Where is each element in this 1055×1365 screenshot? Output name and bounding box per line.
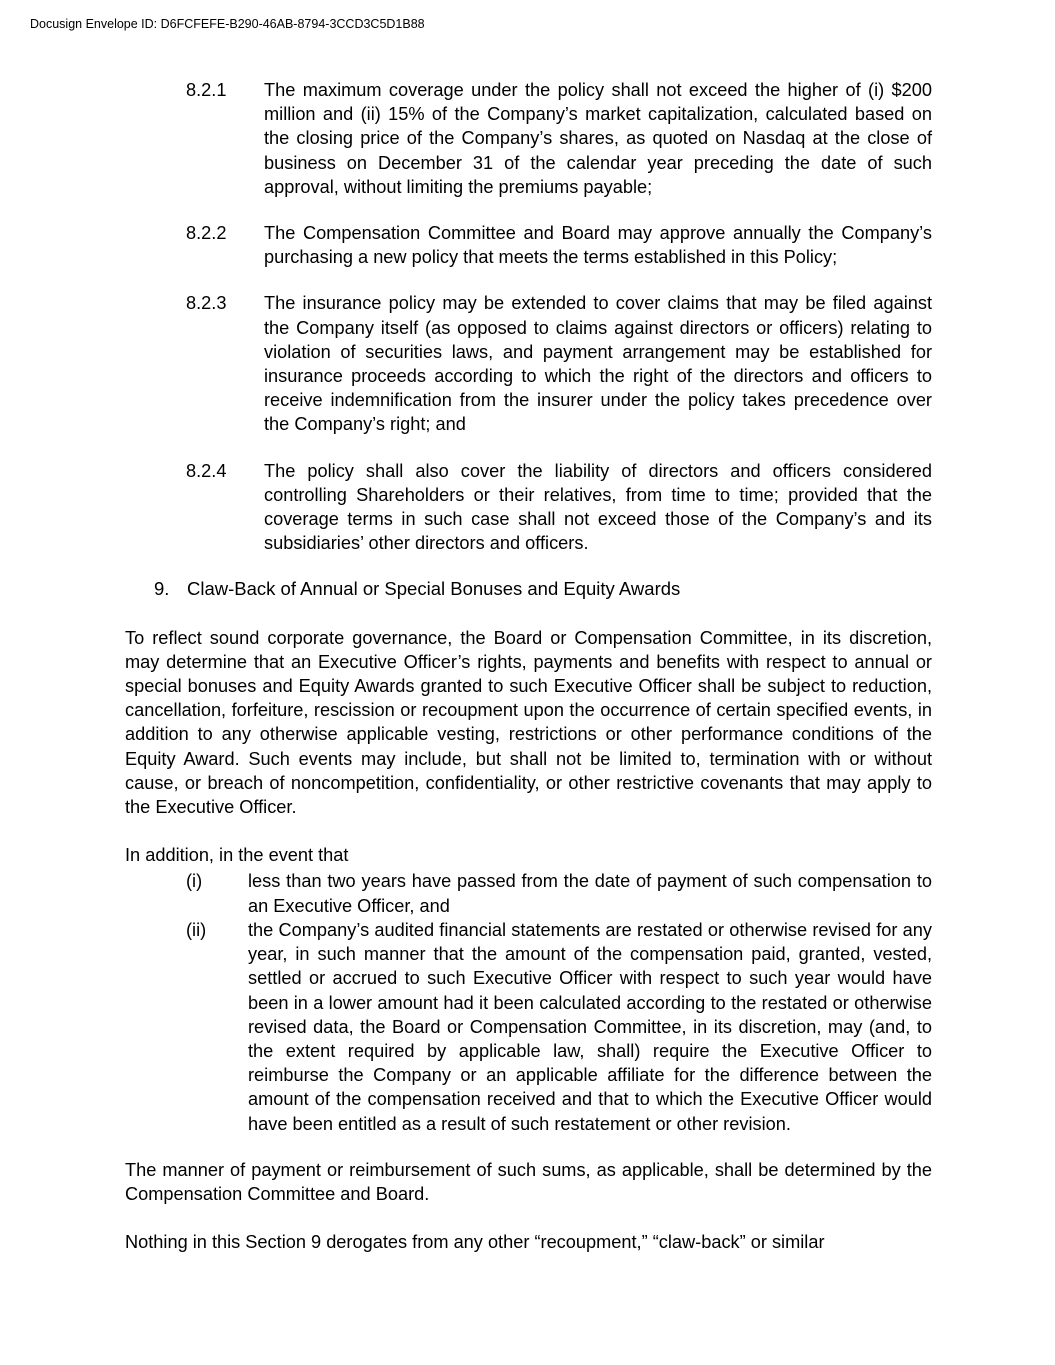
list-item-text: less than two years have passed from the date of payment of such compensation to an Executive Officer, and: [248, 871, 932, 916]
subsection-text: The insurance policy may be extended to cover claims that may be filed against the Company itself (as opposed to claims against directors or officers) relating to violation of securities laws, and payment arrangement may be established for insurance proceeds according to which the right of the directors and officers to receive indemnification from the insurer under the policy takes precedence over the Company’s right; and: [264, 293, 932, 435]
document-body: [125, 78, 932, 1278]
subsection-text: The maximum coverage under the policy shall not exceed the higher of (i) $200 million and (ii) 15% of the Company’s market capitalization, calculated based on the closing price of the Company’s shares, as quoted on Nasdaq at the close of business on December 31 of the calendar year preceding the date of such approval, without limiting the premiums payable;: [264, 80, 932, 197]
list-marker: (ii): [186, 919, 207, 940]
subsection-number: 8.2.3: [186, 293, 227, 314]
list-item-text: the Company’s audited financial statements are restated or otherwise revised for any year, in such manner that the amount of the compensation paid, granted, vested, settled or accrued to such Executive Officer with respect to such year would have been in a lower amount had it been calculated according to the restated or otherwise revised data, the Board or Compensation Committee, in its discretion, may (and, to the extent required by applicable law, shall) require the Executive Officer to reimburse the Company or an applicable affiliate for the difference between the amount of the compensation received and that to which the Executive Officer would have been entitled as a result of such restatement or other revision.: [248, 919, 932, 1134]
section-9-paragraph-2: The manner of payment or reimbursement of such sums, as applicable, shall be determined by the Compensation Committee and Board.: [125, 1159, 932, 1204]
subsection-8-2-4: [186, 459, 932, 556]
list-item-i: [186, 869, 932, 917]
section-9-paragraph-3: Nothing in this Section 9 derogates from any other “recoupment,” “claw-back” or similar: [125, 1232, 825, 1253]
section-9-paragraph-1: To reflect sound corporate governance, the Board or Compensation Committee, in its discretion, may determine that an Executive Officer’s rights, payments and benefits with respect to annual or special bonuses and Equity Awards granted to such Executive Officer shall be subject to reduction, cancellation, forfeiture, rescission or recoupment upon the occurrence of certain specified events, in addition to any otherwise applicable vesting, restrictions or other performance conditions of the Equity Award. Such events may include, but shall not be limited to, termination with or without cause, or breach of noncompetition, confidentiality, or other restrictive covenants that may apply to the Executive Officer.: [125, 627, 932, 818]
subsection-number: 8.2.4: [186, 460, 227, 481]
subsection-text: The Compensation Committee and Board may approve annually the Company’s purchasing a new policy that meets the terms established in this Policy;: [264, 223, 932, 268]
section-9-lead: In addition, in the event that: [125, 845, 349, 866]
list-item-ii: [186, 918, 932, 1136]
subsection-number: 8.2.2: [186, 223, 227, 244]
subsection-8-2-2: [186, 221, 932, 269]
list-marker: (i): [186, 871, 203, 892]
subsection-number: 8.2.1: [186, 80, 227, 100]
subsection-8-2-3: [186, 291, 932, 436]
subsection-8-2-1: [186, 78, 932, 199]
subsection-text: The policy shall also cover the liability of directors and officers considered controlling Shareholders or their relatives, from time to time; provided that the coverage terms in such case shall not exceed those of the Company’s and its subsidiaries’ other directors and officers.: [264, 460, 932, 554]
section-title: Claw-Back of Annual or Special Bonuses and Equity Awards: [187, 578, 681, 600]
envelope-id: Docusign Envelope ID: D6FCFEFE-B290-46AB-8794-3CCD3C5D1B88: [30, 17, 425, 31]
section-number: 9.: [154, 578, 170, 600]
section-9-heading: [154, 577, 932, 601]
